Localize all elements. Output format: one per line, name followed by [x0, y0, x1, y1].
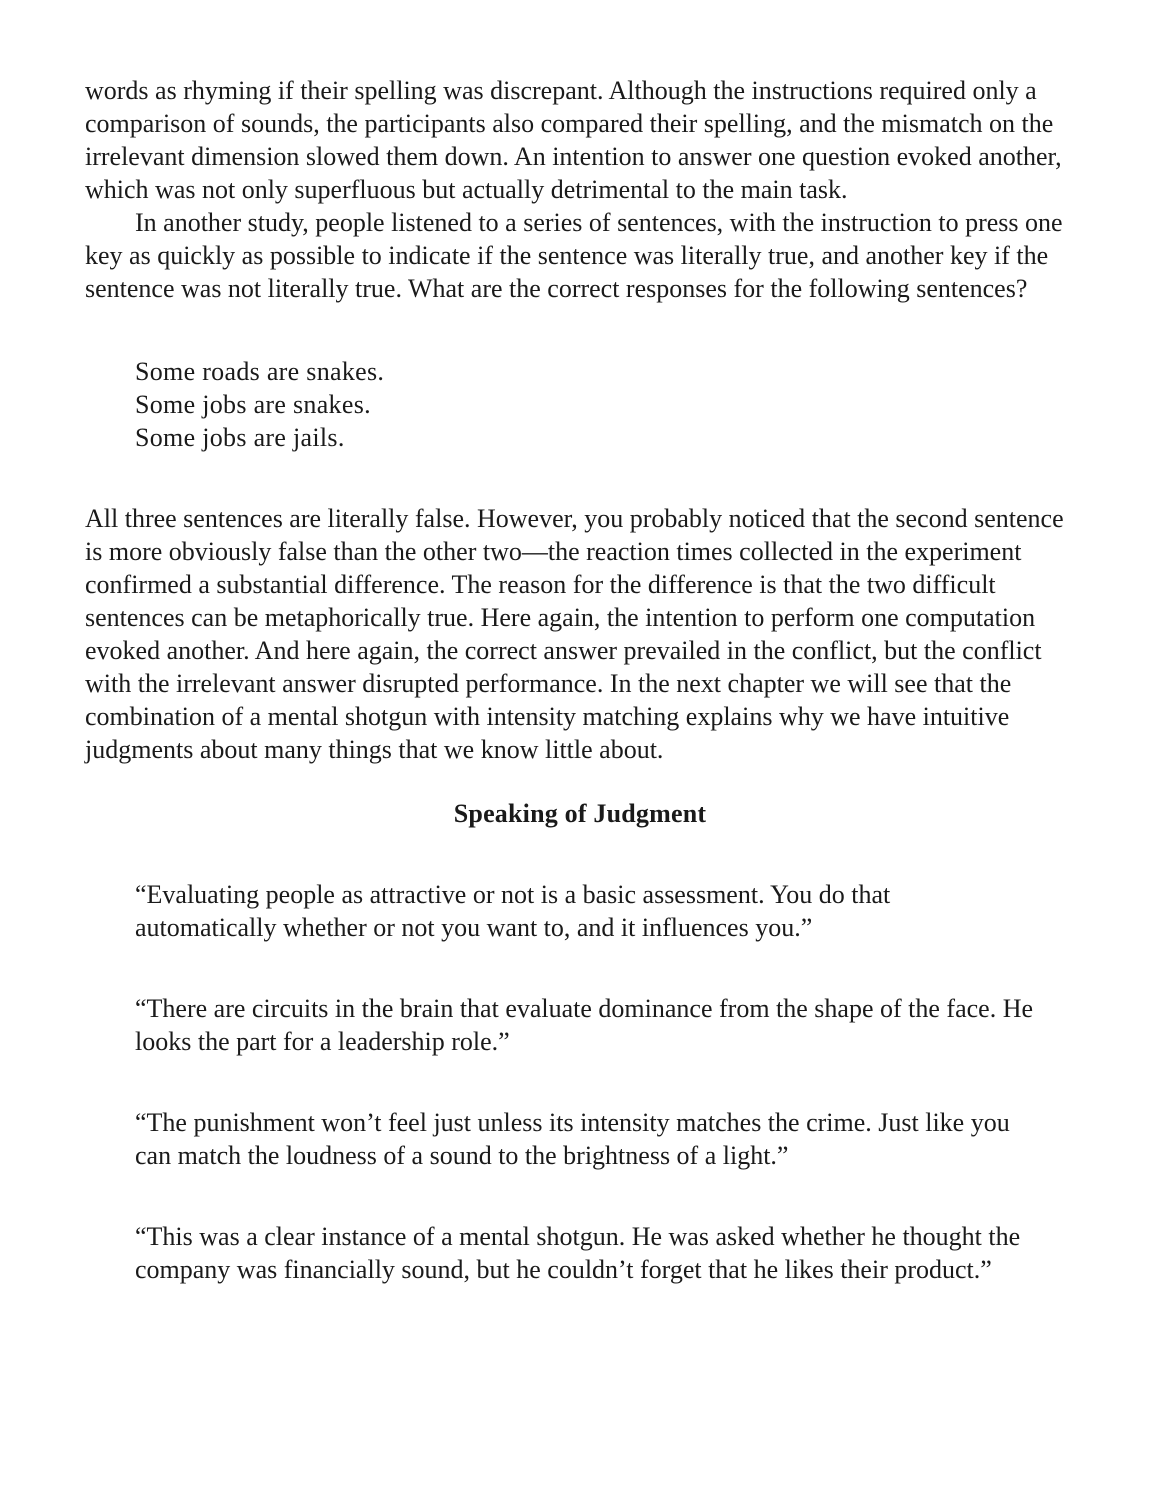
example-sentence: Some jobs are snakes.	[135, 390, 371, 419]
document-page	[85, 74, 1075, 1286]
example-sentence: Some roads are snakes.	[135, 357, 385, 386]
quote: “This was a clear instance of a mental shotgun. He was asked whether he thought the company was financially sound, but he couldn’t forget that he likes their product.”	[135, 1222, 1021, 1284]
example-sentences	[135, 355, 1075, 454]
body-paragraph-1: words as rhyming if their spelling was discrepant. Although the instructions required only a comparison of sounds, the participants also compared their spelling, and the mismatch on the irrelevant dimension slowed them down. An intention to answer one question evoked another, which was not only superfluous but actually detrimental to the main task.	[85, 76, 1062, 204]
section-heading: Speaking of Judgment	[453, 799, 707, 828]
quote: “There are circuits in the brain that evaluate dominance from the shape of the face. He looks the part for a leadership role.”	[135, 994, 1034, 1056]
body-paragraph-3: All three sentences are literally false. However, you probably noticed that the second sentence is more obviously false than the other two—the reaction times collected in the experiment confirmed a substantial difference. The reason for the difference is that the two difficult sentences can be metaphorically true. Here again, the intention to perform one computation evoked another. And here again, the correct answer prevailed in the conflict, but the conflict with the irrelevant answer disrupted performance. In the next chapter we will see that the combination of a mental shotgun with intensity matching explains why we have intuitive judgments about many things that we know little about.	[85, 504, 1064, 764]
quote: “Evaluating people as attractive or not is a basic assessment. You do that automatically whether or not you want to, and it influences you.”	[135, 880, 891, 942]
body-paragraph-2: In another study, people listened to a series of sentences, with the instruction to press one key as quickly as possible to indicate if the sentence was literally true, and another key if the sentence was not literally true. What are the correct responses for the following sentences?	[85, 208, 1063, 303]
quote: “The punishment won’t feel just unless its intensity matches the crime. Just like you can match the loudness of a sound to the brightness of a light.”	[135, 1108, 1010, 1170]
example-sentence: Some jobs are jails.	[135, 423, 345, 452]
